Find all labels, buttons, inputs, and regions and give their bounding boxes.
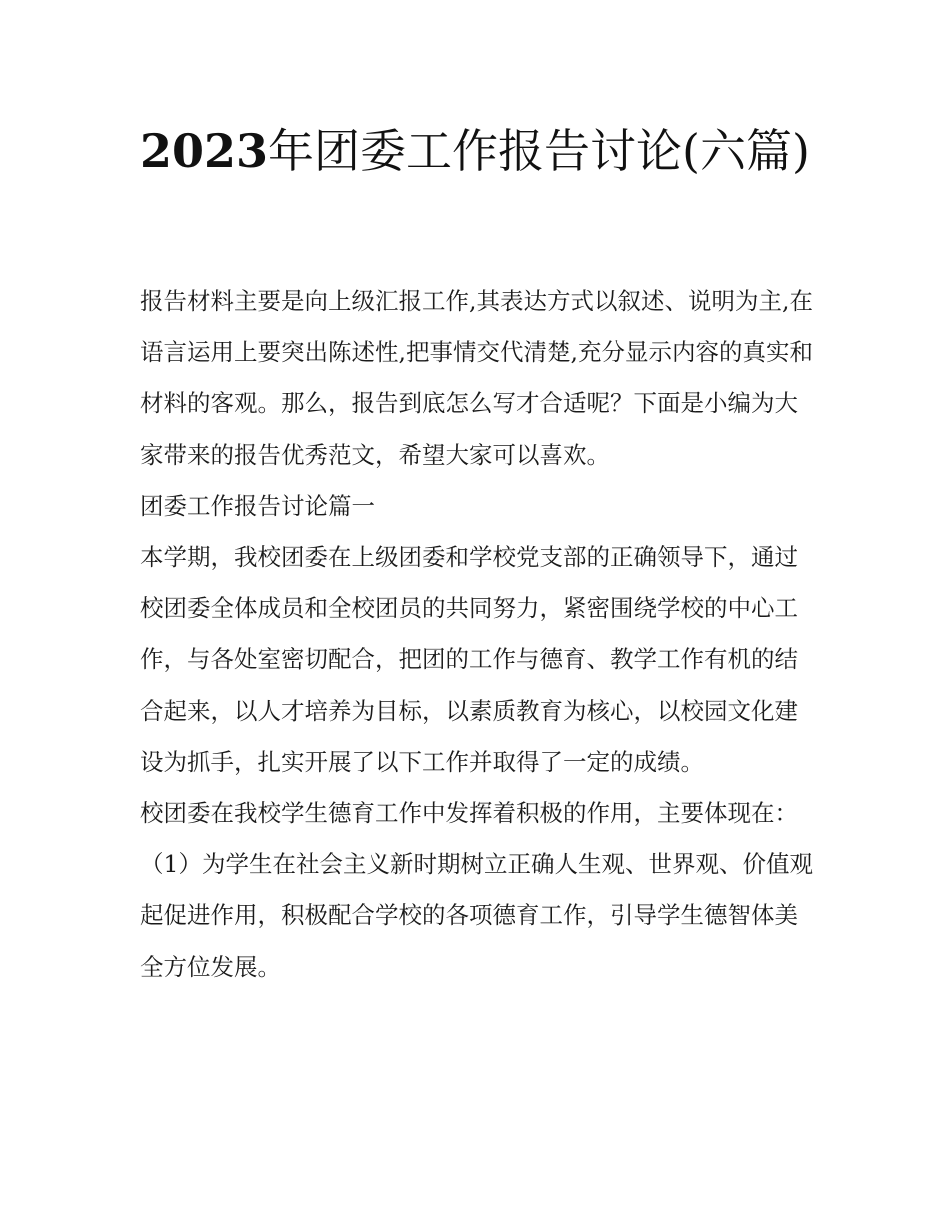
intro-paragraph: 报告材料主要是向上级汇报工作,其表达方式以叙述、说明为主,在语言运用上要突出陈述性,把事情交代清楚,充分显示内容的真实和材料的客观。那么，报告到底怎么写才合适呢？下面是小编为大家带来的报告优秀范文，希望大家可以喜欢。 xyxy=(140,287,813,469)
page-title xyxy=(140,112,820,190)
body-paragraph: 本学期，我校团委在上级团委和学校党支部的正确领导下，通过校团委全体成员和全校团员的共同努力，紧密围绕学校的中心工作，与各处室密切配合，把团的工作与德育、教学工作有机的结合起来，以人才培养为目标，以素质教育为核心，以校园文化建设为抓手，扎实开展了以下工作并取得了一定的成绩。 xyxy=(140,543,798,776)
list-item-paragraph: （1）为学生在社会主义新时期树立正确人生观、世界观、价值观起促进作用，积极配合学校的各项德育工作，引导学生德智体美全方位发展。 xyxy=(140,850,813,981)
body-paragraph: 校团委在我校学生德育工作中发挥着积极的作用，主要体现在： xyxy=(140,799,798,828)
title-year: 2023 xyxy=(140,124,269,178)
section-heading: 团委工作报告讨论篇一 xyxy=(140,491,375,520)
document-body xyxy=(140,276,816,993)
title-text: 年团委工作报告讨论(六篇) xyxy=(268,124,810,178)
